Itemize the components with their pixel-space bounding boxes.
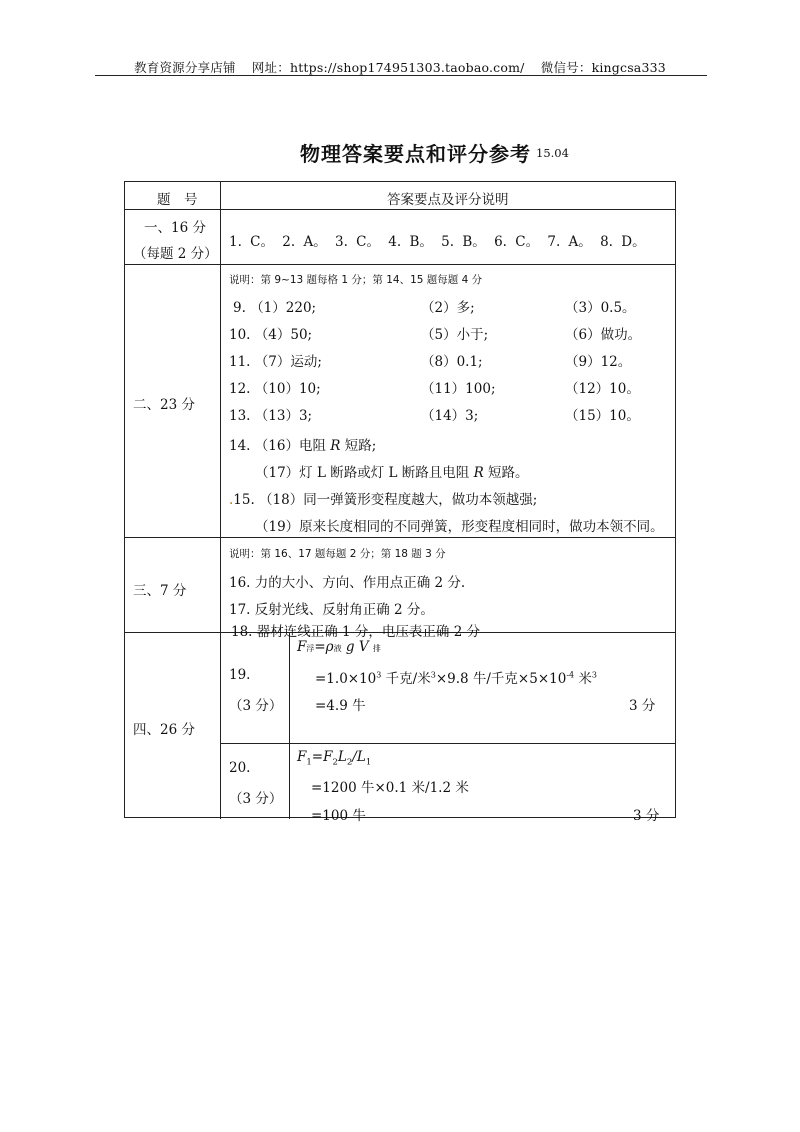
wechat-id: 微信号：kingcsa333 [540, 60, 666, 75]
shop-url: 网址：https://shop174951303.taobao.com/ [251, 60, 525, 75]
q16-answer: 16. 力的大小、方向、作用点正确 2 分. [229, 575, 466, 591]
q20-f-s2: 2 [332, 757, 338, 768]
q19-score: 3 分 [629, 698, 656, 714]
q20-number: 20. [229, 760, 251, 776]
q19-line3: =4.9 牛 [315, 698, 366, 714]
q19-line2 [315, 667, 597, 687]
q20-points: （3 分） [229, 791, 283, 807]
q20-line2: =1200 牛×0.1 米/1.2 米 [311, 780, 469, 796]
q20-f-s1: 1 [306, 757, 312, 768]
q14-line1-post: 短路; [340, 438, 377, 454]
q10-a: 10. （4）50; [229, 327, 313, 343]
q13-b: （14）3; [421, 408, 479, 424]
section3-note: 说明：第 16、17 题每题 2 分；第 18 题 3 分 [229, 548, 446, 560]
section2-note: 说明：第 9~13 题每格 1 分；第 14、15 题每题 4 分 [229, 274, 483, 286]
q14-line2-r: R [473, 465, 484, 481]
q13-a: 13. （13）3; [229, 408, 313, 424]
table-rule [125, 209, 675, 210]
col-header-number: 题 号 [157, 192, 198, 208]
q20-formula [297, 749, 371, 768]
q11-a: 11. （7）运动; [229, 354, 322, 370]
q15-line1 [229, 488, 537, 508]
q20-f-F1: F [297, 749, 307, 765]
q20-f-eq: = [311, 749, 324, 765]
page-title: 物理答案要点和评分参考 [300, 142, 531, 166]
section4-label: 四、26 分 [133, 722, 195, 738]
q9-c: （3）0.5。 [565, 300, 636, 316]
q10-c: （6）做功。 [565, 327, 642, 343]
q17-answer: 17. 反射光线、反射角正确 2 分。 [229, 602, 434, 618]
q19-l2-e1: 3 [376, 670, 382, 680]
table-col-rule [289, 632, 290, 819]
q14-line1-pre: 14. （16）电阻 [229, 438, 331, 454]
page-header [0, 58, 800, 76]
q19-l2-e3: -4 [566, 670, 575, 680]
q20-f-L2: L [337, 749, 347, 765]
section1-answers: 1. C。 2. A。 3. C。 4. B。 5. B。 6. C。 7. A。 8. D。 [229, 234, 646, 250]
q19-f-F: F [297, 639, 307, 655]
q19-f-pai: 排 [372, 644, 381, 653]
q14-line2-post: 短路。 [483, 465, 529, 481]
q15-mark: . [229, 492, 234, 508]
q19-l2-e2: 3 [430, 670, 436, 680]
answer-table [124, 181, 676, 824]
q14-line2 [255, 461, 529, 481]
q9-a: 9. （1）220; [233, 300, 317, 316]
q19-f-g: g [345, 639, 355, 655]
q15-line2: （19）原来长度相同的不同弹簧，形变程度相同时，做功本领不同。 [255, 519, 664, 535]
q19-f-shui: 液 [333, 644, 342, 653]
doc-code: 15.04 [536, 146, 569, 160]
q19-l2-a: =1.0×10 [315, 671, 377, 687]
section2-label: 二、23 分 [133, 397, 195, 413]
section1-label: 一、16 分 [144, 220, 206, 236]
q19-f-eq: =ρ [314, 639, 334, 655]
q19-l2-d: 米 [574, 671, 592, 687]
q19-number: 19. [229, 667, 251, 683]
q12-b: （11）100; [421, 381, 496, 397]
q19-points: （3 分） [229, 698, 283, 714]
table-rule [125, 264, 675, 265]
q19-l2-e4: 3 [591, 670, 598, 680]
q14-line1-r: R [330, 438, 341, 454]
q19-l2-c: ×9.8 牛/千克×5×10 [435, 671, 567, 687]
q20-score: 3 分 [633, 808, 660, 824]
q13-c: （15）10。 [565, 408, 640, 424]
q19-l2-b: 千克/米 [381, 671, 431, 687]
q9-b: （2）多; [421, 300, 475, 316]
table-col-rule [220, 182, 221, 819]
q18-answer: 18. 器材连线正确 1 分，电压表正确 2 分 [231, 624, 481, 640]
q11-c: （9）12。 [565, 354, 632, 370]
q20-f-slash: / [352, 749, 357, 765]
q20-line3: =100 牛 [311, 808, 366, 824]
header-divider [95, 75, 707, 76]
q19-f-V: V [358, 639, 369, 655]
section1-sublabel: （每题 2 分） [133, 246, 218, 262]
q14-line1 [229, 434, 376, 454]
q10-b: （5）小于; [421, 327, 489, 343]
q20-f-s4: 1 [365, 757, 372, 768]
q20-f-L1: L [356, 749, 366, 765]
q18-clip [231, 624, 671, 640]
q14-line2-pre: （17）灯 L 断路或灯 L 断路且电阻 [255, 465, 474, 481]
q20-f-F2: F [323, 749, 333, 765]
shop-name: 教育资源分享店铺 [134, 60, 236, 75]
table-rule [125, 537, 675, 538]
q20-f-s3: 2 [346, 757, 353, 768]
section3-label: 三、7 分 [133, 583, 187, 599]
q19-f-fu: 浮 [306, 644, 315, 653]
q15-line1-text: 15. （18）同一弹簧形变程度越大，做功本领越强; [233, 492, 538, 508]
q19-formula [297, 639, 381, 655]
q12-a: 12. （10）10; [229, 381, 321, 397]
q11-b: （8）0.1; [421, 354, 483, 370]
col-header-answer: 答案要点及评分说明 [387, 192, 509, 208]
q12-c: （12）10。 [565, 381, 640, 397]
